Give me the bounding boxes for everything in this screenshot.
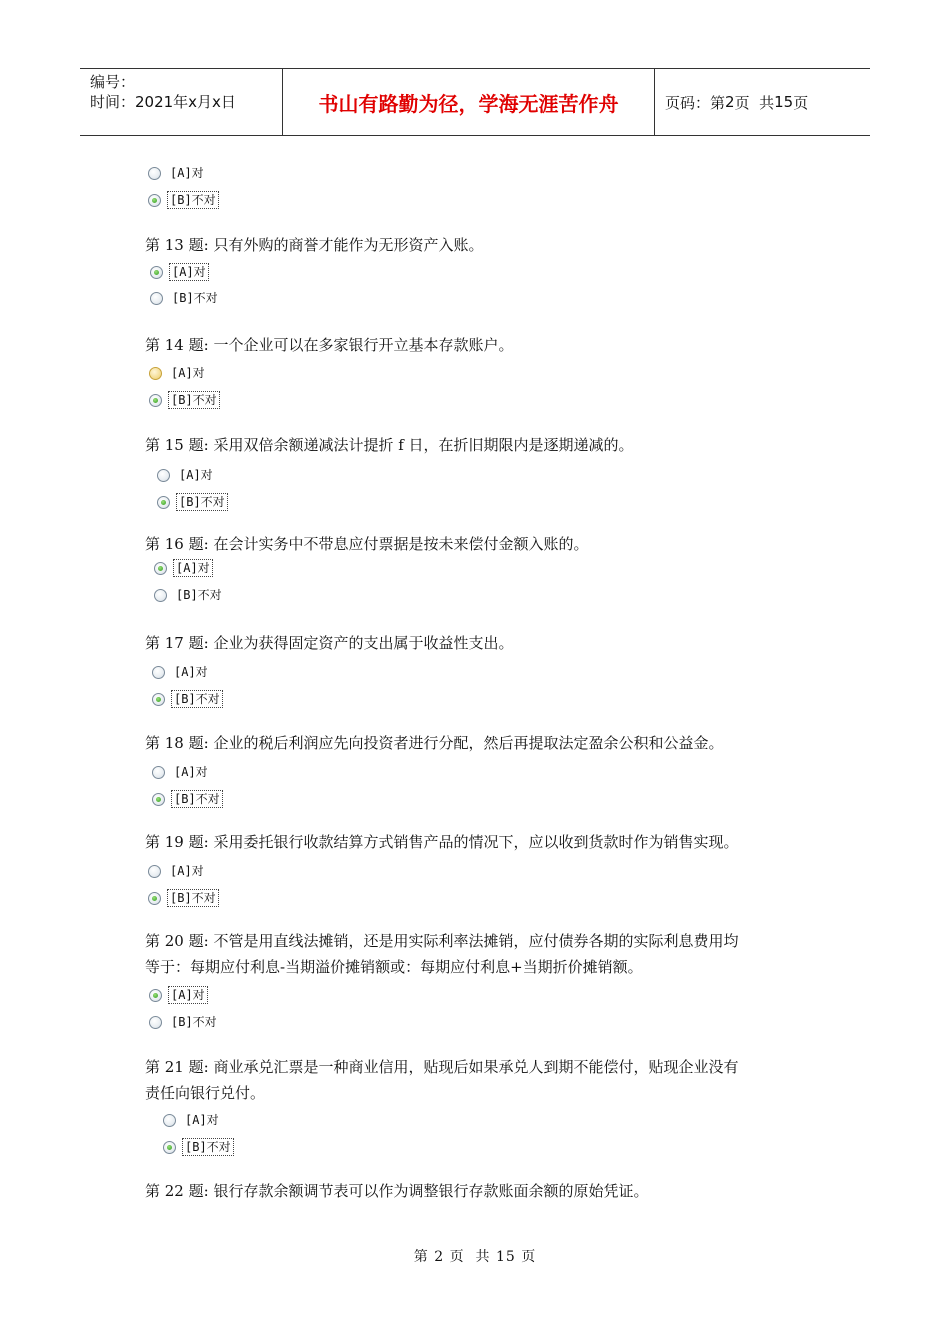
radio-checked-icon[interactable] [149,989,162,1002]
option-label: [B]不对 [172,291,218,305]
radio-checked-icon[interactable] [154,562,167,575]
page-footer [0,1246,950,1266]
question-text-line2: 责任向银行兑付。 [145,1084,266,1102]
radio-checked-icon[interactable] [152,793,165,806]
footer-total: 15 [495,1249,516,1265]
header-page-info [655,69,870,135]
radio-icon[interactable] [148,865,161,878]
option-label: [A]对 [173,559,213,577]
option-label: [B]不对 [171,690,223,708]
option-label: [B]不对 [176,588,222,602]
q18-option-a[interactable] [152,762,211,782]
footer-prefix: 第 [413,1249,429,1265]
header-motto: 书山有路勤为径，学海无涯苦作舟 [282,69,655,135]
radio-icon[interactable] [157,469,170,482]
option-label: [B]不对 [171,790,223,808]
radio-icon[interactable] [163,1114,176,1127]
option-label: [B]不对 [176,493,228,511]
question-text: 第 16 题: 在会计实务中不带息应付票据是按未来偿付金额入账的。 [145,535,589,553]
q17-option-b[interactable] [152,689,223,709]
radio-icon[interactable] [150,292,163,305]
q19-option-b[interactable] [148,888,219,908]
radio-checked-icon[interactable] [148,194,161,207]
footer-current: 2 [434,1249,445,1265]
radio-icon[interactable] [149,1016,162,1029]
question-text: 第 22 题: 银行存款余额调节表可以作为调整银行存款账面余额的原始凭证。 [145,1182,649,1200]
q21-option-b[interactable] [163,1137,234,1157]
radio-checked-icon[interactable] [157,496,170,509]
option-label: [A]对 [169,263,209,281]
option-label: [A]对 [174,665,208,679]
question-text: 第 18 题: 企业的税后利润应先向投资者进行分配，然后再提取法定盈余公积和公益金。 [145,734,724,752]
radio-icon[interactable] [154,589,167,602]
page-prefix: 页码：第 [665,93,726,112]
q13-option-b[interactable] [150,288,221,308]
q12-option-a[interactable] [148,163,207,183]
question-text-line2: 等于：每期应付利息-当期溢价摊销额或：每期应付利息+当期折价摊销额。 [145,958,643,976]
q15-option-b[interactable] [157,492,228,512]
question-text: 第 17 题: 企业为获得固定资产的支出属于收益性支出。 [145,634,514,652]
radio-checked-icon[interactable] [163,1141,176,1154]
option-label: [A]对 [170,864,204,878]
radio-icon[interactable] [152,766,165,779]
page-suffix: 页 [793,93,809,112]
q14-option-b[interactable] [149,390,220,410]
radio-icon[interactable] [148,167,161,180]
footer-suffix: 页 [521,1249,537,1265]
page-total: 15 [774,93,794,111]
doc-time-label: 时间：2021年x月x日 [90,93,236,111]
option-label: [A]对 [170,166,204,180]
doc-number-label: 编号： [90,73,136,91]
question-text: 第 21 题: 商业承兑汇票是一种商业信用，贴现后如果承兑人到期不能偿付，贴现企业没有 [145,1058,739,1076]
footer-mid: 页 共 [449,1249,491,1265]
q21-option-a[interactable] [163,1110,222,1130]
option-label: [A]对 [168,986,208,1004]
page-current: 2 [725,93,735,111]
radio-checked-icon[interactable] [152,693,165,706]
question-text: 第 20 题: 不管是用直线法摊销，还是用实际利率法摊销，应付债券各期的实际利息费用均 [145,932,739,950]
radio-checked-icon[interactable] [150,266,163,279]
question-text: 第 15 题: 采用双倍余额递减法计提折 f 日，在折旧期限内是逐期递减的。 [145,436,634,454]
q14-option-a[interactable] [149,363,208,383]
question-text: 第 14 题: 一个企业可以在多家银行开立基本存款账户。 [145,336,514,354]
question-text: 第 13 题: 只有外购的商誉才能作为无形资产入账。 [145,236,484,254]
q12-option-b[interactable] [148,190,219,210]
q15-option-a[interactable] [157,465,216,485]
option-label: [A]对 [174,765,208,779]
page-header [80,68,870,136]
q13-option-a[interactable] [150,262,209,282]
radio-checked-icon[interactable] [148,892,161,905]
option-label: [A]对 [185,1113,219,1127]
option-label: [B]不对 [167,889,219,907]
question-text: 第 19 题: 采用委托银行收款结算方式销售产品的情况下，应以收到货款时作为销售实现。 [145,833,739,851]
radio-hover-icon[interactable] [149,367,162,380]
q16-option-b[interactable] [154,585,225,605]
radio-icon[interactable] [152,666,165,679]
q19-option-a[interactable] [148,861,207,881]
page-mid: 页 共 [734,93,775,112]
option-label: [A]对 [171,366,205,380]
q18-option-b[interactable] [152,789,223,809]
option-label: [B]不对 [167,191,219,209]
q20-option-b[interactable] [149,1012,220,1032]
option-label: [A]对 [179,468,213,482]
header-left [80,69,282,135]
q20-option-a[interactable] [149,985,208,1005]
option-label: [B]不对 [182,1138,234,1156]
radio-checked-icon[interactable] [149,394,162,407]
q17-option-a[interactable] [152,662,211,682]
q16-option-a[interactable] [154,558,213,578]
option-label: [B]不对 [168,391,220,409]
option-label: [B]不对 [171,1015,217,1029]
